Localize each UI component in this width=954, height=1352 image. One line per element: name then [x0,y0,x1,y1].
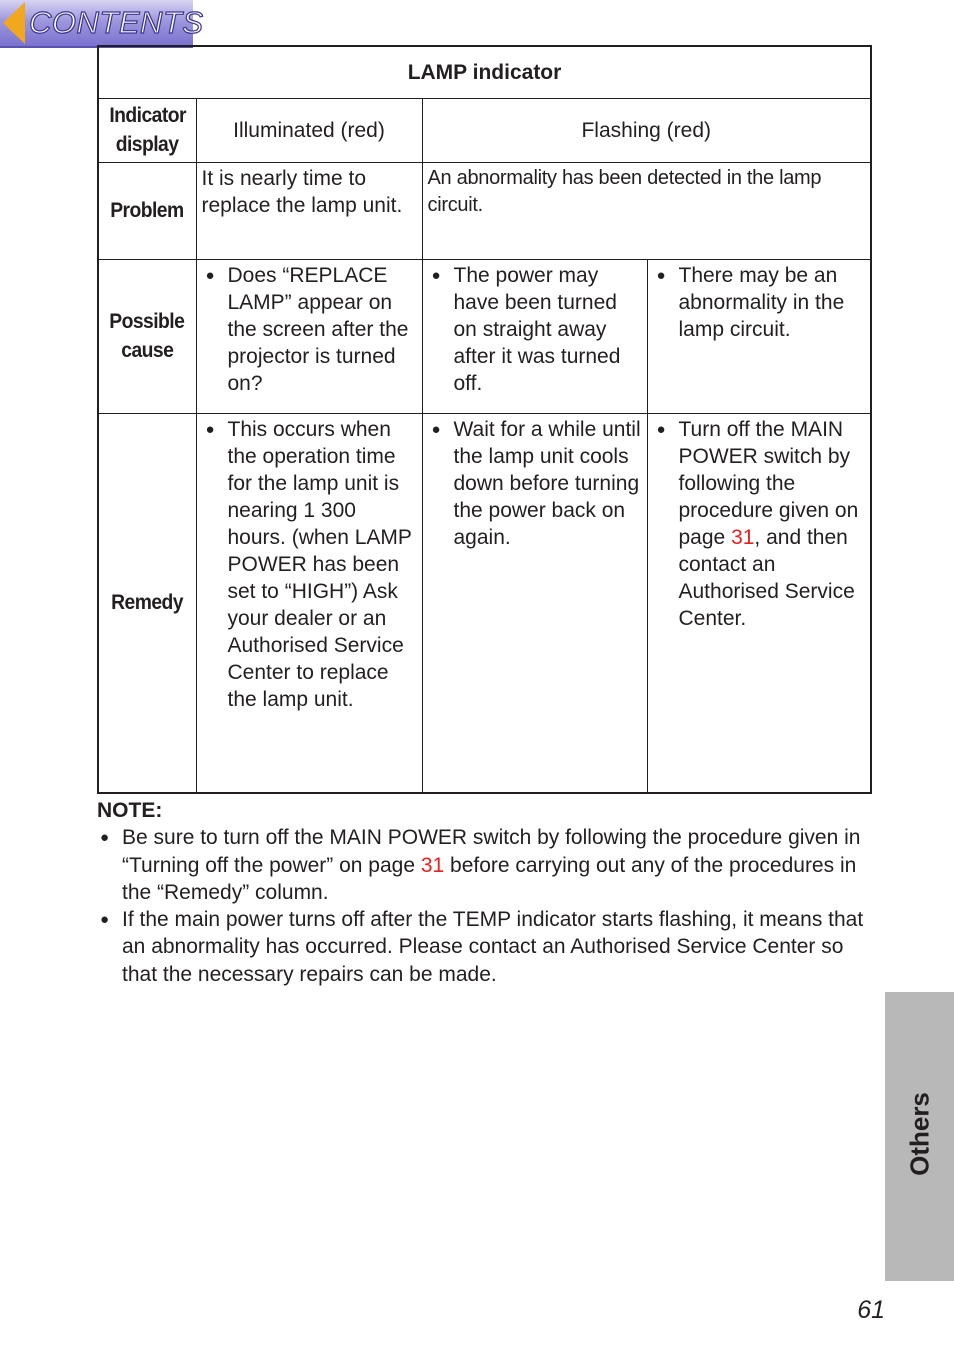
bullet-icon: ● [205,420,215,438]
left-triangle-icon [3,2,25,44]
cause-cell [647,259,871,413]
contents-button[interactable] [0,0,204,48]
remedy-text: Turn off the MAIN POWER switch by following the procedure given on page 31, and then contact an Authorised Service Center. [678,417,859,630]
cause-text: The power may have been turned on straight away after it was turned off. [453,263,621,395]
side-tab-label: Others [904,1092,934,1176]
remedy-cell [196,413,422,793]
side-tab-others[interactable] [885,992,954,1281]
table-row [98,162,871,259]
contents-button-label: CONTENTS [29,5,204,40]
table-row [98,98,871,162]
cause-text: Does “REPLACE LAMP” appear on the screen after the projector is turned on? [227,263,409,395]
bullet-icon: ● [431,266,441,284]
problem-illuminated: It is nearly time to replace the lamp unit. [196,162,422,259]
lamp-indicator-table [97,45,872,794]
remedy-text: This occurs when the operation time for the lamp unit is nearing 1 300 hours. (when LAMP POWER has been set to “HIGH”) Ask your dealer or an Authorised Service Center to replace the lamp unit. [227,417,412,711]
bullet-icon: ● [205,266,215,284]
remedy-cell [422,413,647,793]
page-link[interactable]: 31 [731,525,755,549]
bullet-icon: ● [431,420,441,438]
list-item [97,906,872,988]
cause-cell [196,259,422,413]
row-label-problem: Problem [98,162,196,259]
note-title: NOTE: [97,799,163,822]
remedy-text: Wait for a while until the lamp unit cools down before turning the power back on again. [453,417,641,549]
bullet-icon: ● [656,266,666,284]
note-section [97,797,872,988]
row-label-remedy: Remedy [98,413,196,793]
remedy-cell [647,413,871,793]
bullet-icon: ● [100,911,110,929]
bullet-icon: ● [100,829,110,847]
note-text: Be sure to turn off the MAIN POWER switch by following the procedure given in “Turning off the power” on page 31 before carrying out any of the procedures in the “Remedy” column. [122,826,861,904]
note-text: If the main power turns off after the TEMP indicator starts flashing, it means that an abnormality has occurred. Please contact an Authorised Service Center so that the necessary repairs can be made. [122,908,864,986]
indicator-illuminated: Illuminated (red) [196,98,422,162]
row-label-possible-cause: Possible cause [98,259,196,413]
indicator-flashing: Flashing (red) [422,98,871,162]
table-title: LAMP indicator [98,46,871,98]
page-link[interactable]: 31 [420,853,445,877]
page-number: 61 [857,1296,885,1324]
row-label-indicator-display: Indicator display [98,98,196,162]
table-row [98,413,871,793]
bullet-icon: ● [656,420,666,438]
cause-cell [422,259,647,413]
table-row [98,259,871,413]
cause-text: There may be an abnormality in the lamp circuit. [678,263,845,341]
list-item [97,824,872,906]
problem-flashing: An abnormality has been detected in the lamp circuit. [422,162,871,259]
